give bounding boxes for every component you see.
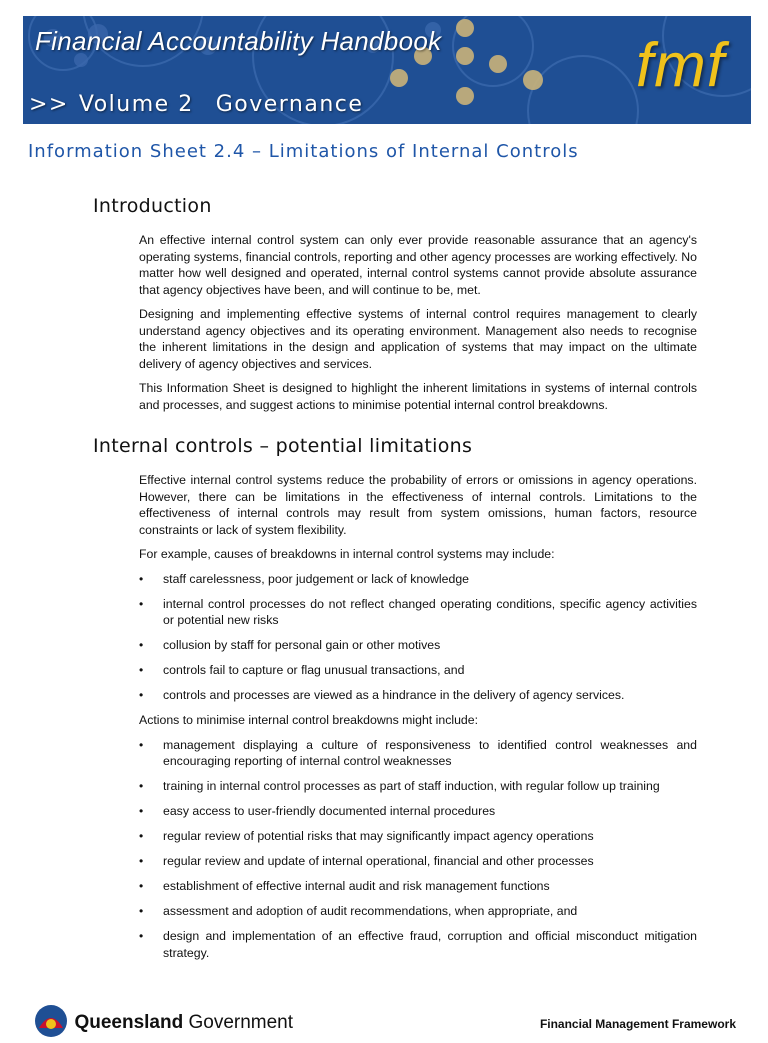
list-item: • regular review of potential risks that may significantly impact agency operations (139, 829, 594, 843)
list-item: • assessment and adoption of audit recommendations, when appropriate, and (139, 904, 578, 918)
bullet-icon: • (139, 638, 144, 652)
list-item: • establishment of effective internal audit and risk management functions (139, 879, 550, 893)
list-item: • regular review and update of internal operational, financial and other processes (139, 854, 594, 868)
bullet-icon: • (139, 854, 144, 868)
bullet-icon: • (139, 929, 144, 943)
list-item: • management displaying a culture of responsiveness to identified control weaknesses and encouraging reporting of internal control weaknesses (139, 737, 697, 768)
causes-list (139, 571, 697, 704)
intro-paragraph: This Information Sheet is designed to highlight the inherent limitations in systems of internal controls and processes, and suggest actions to minimise potential internal control breakdowns. (139, 381, 697, 412)
volume-number: Volume 2 (78, 92, 194, 117)
sheet-title: Information Sheet 2.4 – Limitations of Internal Controls (28, 141, 579, 162)
fmf-logo: fmf (635, 31, 725, 100)
bullet-icon: • (139, 663, 144, 677)
list-item: • design and implementation of an effective fraud, corruption and official misconduct mitigation strategy. (139, 929, 697, 960)
limitations-intro: Effective internal control systems reduce the probability of errors or omissions in agency operations. However, there can be limitations in the effectiveness of internal controls. Limitations to the effectiveness of internal controls may result from system omissions, human factors, resource constraints or lack of system flexibility. (139, 473, 697, 537)
actions-lead: Actions to minimise internal control breakdowns might include: (139, 713, 479, 727)
bullet-icon: • (139, 779, 144, 793)
bullet-icon: • (139, 829, 144, 843)
list-item: • controls fail to capture or flag unusual transactions, and (139, 663, 465, 677)
queensland-emblem-icon (34, 1004, 68, 1038)
queensland-government-logo (34, 1004, 293, 1038)
list-item: • controls and processes are viewed as a hindrance in the delivery of agency services. (139, 688, 625, 702)
intro-paragraph: An effective internal control system can only ever provide reasonable assurance that an agency's operating systems, financial controls, reporting and other agency processes are working effectively. No matter how well designed and operated, internal control systems cannot provide absolute assurance that agency objectives have been, and will continue to be, met. (139, 233, 697, 297)
bullet-icon: • (139, 879, 144, 893)
list-item: • collusion by staff for personal gain or other motives (139, 638, 441, 652)
volume-label (29, 92, 363, 117)
handbook-banner (23, 16, 751, 124)
bullet-icon: • (139, 804, 144, 818)
limitations-heading: Internal controls – potential limitations (93, 435, 473, 457)
logo-text-regular: Government (188, 1012, 294, 1033)
footer-framework-label: Financial Management Framework (539, 1017, 736, 1031)
volume-name: Governance (215, 92, 364, 117)
bullet-icon: • (139, 596, 144, 611)
list-item: • staff carelessness, poor judgement or lack of knowledge (139, 571, 469, 586)
list-item: • training in internal control processes as part of staff induction, with regular follow up training (139, 779, 660, 793)
bullet-icon: • (139, 571, 144, 586)
causes-lead: For example, causes of breakdowns in internal control systems may include: (139, 547, 555, 561)
bullet-icon: • (139, 904, 144, 918)
list-item: • easy access to user-friendly documented internal procedures (139, 804, 496, 818)
bullet-icon: • (139, 737, 144, 752)
list-item: • internal control processes do not reflect changed operating conditions, specific agency activities or potential new risks (139, 596, 697, 627)
volume-arrow: >> (29, 92, 69, 117)
logo-text-bold: Queensland (74, 1012, 184, 1033)
introduction-body (139, 232, 697, 421)
actions-list (139, 737, 697, 962)
intro-paragraph: Designing and implementing effective systems of internal control requires management to clearly understand agency objectives and its operating environment. Management also needs to recognise the inherent limitations in the design and application of systems that may impact on the ultimate delivery of agency objectives and services. (139, 307, 697, 371)
limitations-body (139, 472, 697, 970)
bullet-icon: • (139, 688, 144, 702)
introduction-heading: Introduction (93, 195, 212, 217)
handbook-title: Financial Accountability Handbook (35, 26, 442, 56)
